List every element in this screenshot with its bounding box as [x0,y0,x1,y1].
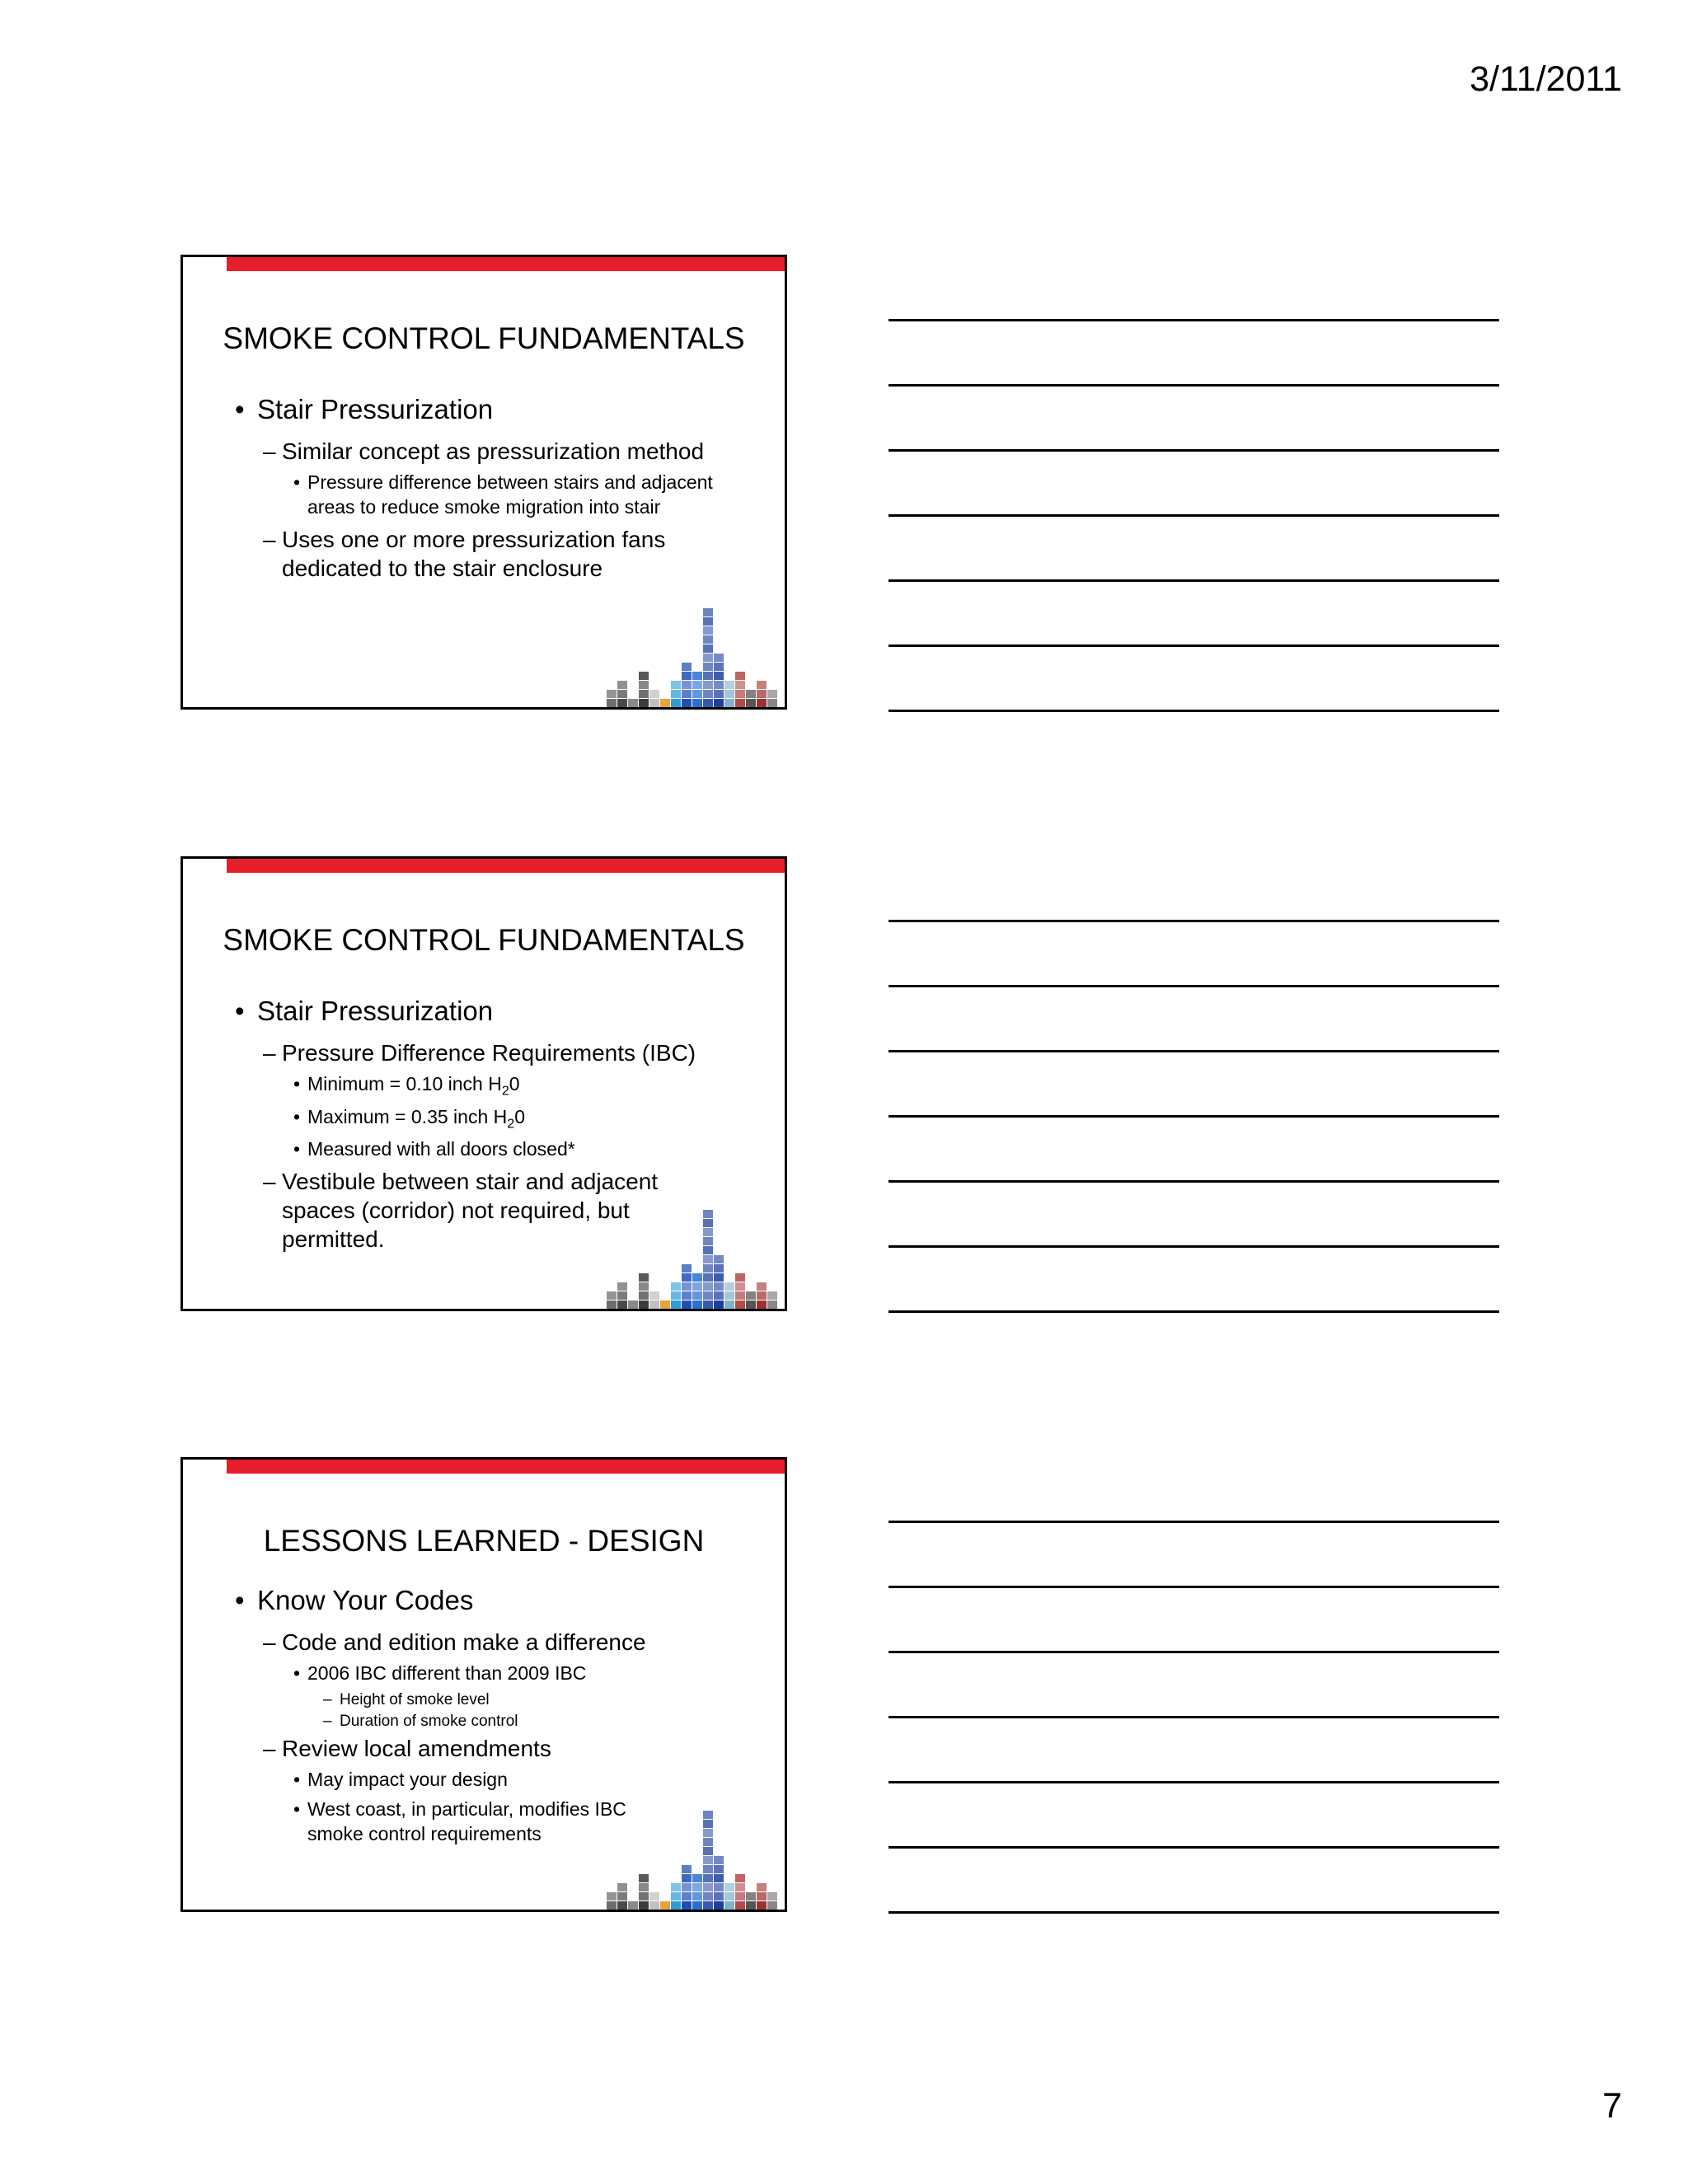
sub-sub-bullet: • Pressure difference between stairs and adjacent areas to reduce smoke migration into stair [307,471,727,520]
skyline-tile [639,1301,649,1309]
skyline-tile [714,672,724,680]
skyline-tile [692,1282,702,1291]
bullet: • Know Your Codes [257,1585,785,1616]
skyline-tile [639,1282,649,1291]
skyline-tile [692,681,702,689]
skyline-tile [735,1291,745,1300]
skyline-tile [660,699,670,707]
skyline-tile [703,1811,713,1819]
skyline-tile [671,690,681,698]
skyline-tile [757,699,767,707]
skyline-tile [746,690,756,698]
skyline-tile [682,699,692,707]
skyline-tile [757,1301,767,1309]
skyline-tile [628,699,638,707]
skyline-tile [617,1282,627,1291]
page-date: 3/11/2011 [1470,59,1622,99]
skyline-tile [682,1874,692,1882]
skyline-tile [649,1291,659,1300]
skyline-tile [735,1282,745,1291]
skyline-tile [607,699,617,707]
note-line [889,384,1499,387]
skyline-tile [660,1901,670,1910]
skyline-tile [714,1865,724,1873]
skyline-tile [660,1301,670,1309]
skyline-tile [746,699,756,707]
skyline-tile [714,1901,724,1910]
note-line [889,1521,1499,1523]
skyline-tile [746,1291,756,1300]
skyline-tile [757,1291,767,1300]
sub-sub-bullet: • 2006 IBC different than 2009 IBC [307,1661,727,1686]
skyline-tile [639,681,649,689]
skyline-tile [671,1291,681,1300]
skyline-tile [607,1892,617,1900]
skyline-tile [617,1291,627,1300]
skyline-tile [617,681,627,689]
note-line [889,1310,1499,1313]
skyline-tile [682,1291,692,1300]
note-line [889,1180,1499,1183]
skyline-tile [682,690,692,698]
skyline-tile [724,1301,734,1309]
skyline-tile [692,690,702,698]
note-line [889,319,1499,321]
skyline-tile [682,1883,692,1891]
skyline-tile [714,681,724,689]
skyline-tile [703,608,713,616]
skyline-tile [703,1237,713,1245]
skyline-tile [692,1291,702,1300]
slide-3 [181,1457,787,1912]
sub-bullet: – Pressure Difference Requirements (IBC) [282,1038,735,1067]
note-line [889,1115,1499,1118]
skyline-tile [703,1291,713,1300]
skyline-tile [682,1273,692,1282]
skyline-tile [692,699,702,707]
skyline-tile [607,1301,617,1309]
skyline-tile [703,681,713,689]
skyline-tile [703,626,713,635]
skyline-tile [703,1219,713,1227]
note-line [889,1245,1499,1248]
note-line [889,1050,1499,1052]
skyline-tile [724,1883,734,1891]
skyline-tile [714,1874,724,1882]
skyline-tile [703,654,713,662]
skyline-tile [703,1228,713,1236]
skyline-tile [607,1291,617,1300]
skyline-tile [767,690,777,698]
skyline-tile [757,1282,767,1291]
skyline-tile [714,1856,724,1864]
note-line [889,1781,1499,1783]
skyline-tile [703,1874,713,1882]
skyline-tile [607,1901,617,1910]
sub-bullet: – Review local amendments [282,1734,735,1763]
skyline-tile [757,1892,767,1900]
skyline-tile [682,672,692,680]
slide-content [183,394,785,588]
skyline-tile [639,1874,649,1882]
skyline-tile [682,1865,692,1873]
skyline-tile [703,1865,713,1873]
skyline-tile [649,1901,659,1910]
skyline-tile [714,1301,724,1309]
skyline-tile [724,1892,734,1900]
skyline-logo [607,1807,785,1910]
skyline-tile [735,1901,745,1910]
bullet: • Stair Pressurization [257,394,785,425]
skyline-tile [703,1301,713,1309]
skyline-tile [617,1301,627,1309]
skyline-tile [724,1291,734,1300]
skyline-tile [628,1301,638,1309]
skyline-tile [714,654,724,662]
skyline-tile [714,699,724,707]
note-line [889,1716,1499,1718]
note-line [889,1586,1499,1588]
skyline-tile [724,1282,734,1291]
skyline-tile [692,672,702,680]
skyline-tile [714,1282,724,1291]
skyline-tile [714,663,724,671]
sub-sub-bullet: • May impact your design [307,1768,727,1793]
skyline-tile [682,1892,692,1900]
skyline-tile [692,1892,702,1900]
skyline-tile [757,690,767,698]
skyline-tile [735,1874,745,1882]
sub-bullet: – Code and edition make a difference [282,1628,735,1657]
skyline-tile [767,1892,777,1900]
slide-accent-bar [227,1460,785,1474]
note-line [889,1911,1499,1914]
slide-title: SMOKE CONTROL FUNDAMENTALS [223,321,745,355]
skyline-tile [767,1291,777,1300]
skyline-tile [757,1883,767,1891]
skyline-tile [703,617,713,626]
skyline-tile [735,699,745,707]
skyline-tile [703,690,713,698]
skyline-tile [703,1264,713,1272]
skyline-tile [703,1820,713,1828]
skyline-tile [703,1856,713,1864]
skyline-tile [714,1291,724,1300]
skyline-tile [692,1273,702,1282]
skyline-tile [757,1901,767,1910]
skyline-tile [724,1901,734,1910]
slide-accent-bar [227,859,785,873]
skyline-tile [617,1901,627,1910]
skyline-tile [692,1301,702,1309]
note-line [889,920,1499,922]
skyline-tile [703,672,713,680]
skyline-tile [735,690,745,698]
skyline-tile [617,690,627,698]
skyline-tile [703,1901,713,1910]
skyline-tile [714,1264,724,1272]
skyline-tile [607,690,617,698]
skyline-tile [703,1847,713,1855]
skyline-tile [735,672,745,680]
skyline-tile [714,1883,724,1891]
skyline-tile [703,663,713,671]
skyline-tile [639,1291,649,1300]
skyline-tile [692,1883,702,1891]
skyline-tile [767,699,777,707]
detail-item: – Height of smoke level [340,1691,785,1709]
skyline-tile [703,699,713,707]
skyline-tile [703,1273,713,1282]
skyline-tile [617,699,627,707]
skyline-tile [649,690,659,698]
minimum-requirement: • Minimum = 0.10 inch $H_20$ [307,1072,727,1100]
skyline-tile [714,1255,724,1263]
slide-title: SMOKE CONTROL FUNDAMENTALS [223,923,745,957]
skyline-tile [724,699,734,707]
skyline-tile [703,644,713,653]
maximum-requirement: • Maximum = 0.35 inch $H_20$ [307,1105,727,1133]
page-number: 7 [1602,2086,1622,2125]
skyline-tile [735,1883,745,1891]
skyline-tile [757,681,767,689]
skyline-tile [714,1892,724,1900]
skyline-tile [639,699,649,707]
note-line [889,1651,1499,1653]
skyline-tile [671,699,681,707]
skyline-tile [767,1301,777,1309]
skyline-tile [682,681,692,689]
sub-bullet: – Uses one or more pressurization fans dedicated to the stair enclosure [282,525,735,583]
skyline-tile [682,1282,692,1291]
skyline-tile [649,1301,659,1309]
skyline-tile [703,635,713,644]
skyline-tile [692,1901,702,1910]
note-line [889,985,1499,987]
skyline-tile [746,1892,756,1900]
skyline-tile [671,1883,681,1891]
slide-title: LESSONS LEARNED - DESIGN [263,1524,705,1558]
sub-bullet: – Similar concept as pressurization method [282,437,735,466]
sub-sub-bullet: • West coast, in particular, modifies IBC smoke control requirements [307,1797,645,1847]
note-line [889,710,1499,712]
slide-2 [181,856,787,1311]
skyline-tile [639,1892,649,1900]
skyline-tile [671,681,681,689]
skyline-tile [639,690,649,698]
skyline-tile [639,1273,649,1282]
skyline-tile [671,1301,681,1309]
sub-bullet: – Vestibule between stair and adjacent spaces (corridor) not required, but permitted. [282,1167,678,1254]
skyline-tile [692,1874,702,1882]
skyline-tile [735,681,745,689]
skyline-tile [746,1901,756,1910]
skyline-tile [746,1301,756,1309]
skyline-tile [703,1838,713,1846]
skyline-tile [735,1273,745,1282]
bullet: • Stair Pressurization [257,996,785,1027]
skyline-tile [639,1901,649,1910]
skyline-tile [682,663,692,671]
skyline-tile [649,1892,659,1900]
skyline-tile [639,672,649,680]
skyline-tile [703,1282,713,1291]
skyline-tile [617,1883,627,1891]
skyline-logo [607,604,785,707]
skyline-tile [724,681,734,689]
skyline-tile [714,1273,724,1282]
skyline-tile [682,1901,692,1910]
note-line [889,449,1499,452]
note-line [889,1846,1499,1849]
note-line [889,579,1499,582]
note-line [889,644,1499,647]
skyline-tile [714,690,724,698]
skyline-logo [607,1206,785,1309]
skyline-tile [735,1301,745,1309]
skyline-tile [671,1282,681,1291]
skyline-tile [735,1892,745,1900]
skyline-tile [671,1901,681,1910]
skyline-tile [703,1246,713,1254]
skyline-tile [703,1210,713,1218]
slide-accent-bar [227,257,785,271]
skyline-tile [649,699,659,707]
skyline-tile [628,1901,638,1910]
skyline-tile [767,1901,777,1910]
skyline-tile [682,1301,692,1309]
skyline-tile [703,1829,713,1837]
slide-1 [181,255,787,710]
skyline-tile [703,1255,713,1263]
detail-item: – Duration of smoke control [340,1713,785,1731]
skyline-tile [724,690,734,698]
sub-sub-bullet: • Measured with all doors closed* [307,1137,727,1162]
note-line [889,514,1499,517]
skyline-tile [682,1264,692,1272]
skyline-tile [671,1892,681,1900]
skyline-tile [703,1892,713,1900]
skyline-tile [703,1883,713,1891]
skyline-tile [639,1883,649,1891]
skyline-tile [617,1892,627,1900]
